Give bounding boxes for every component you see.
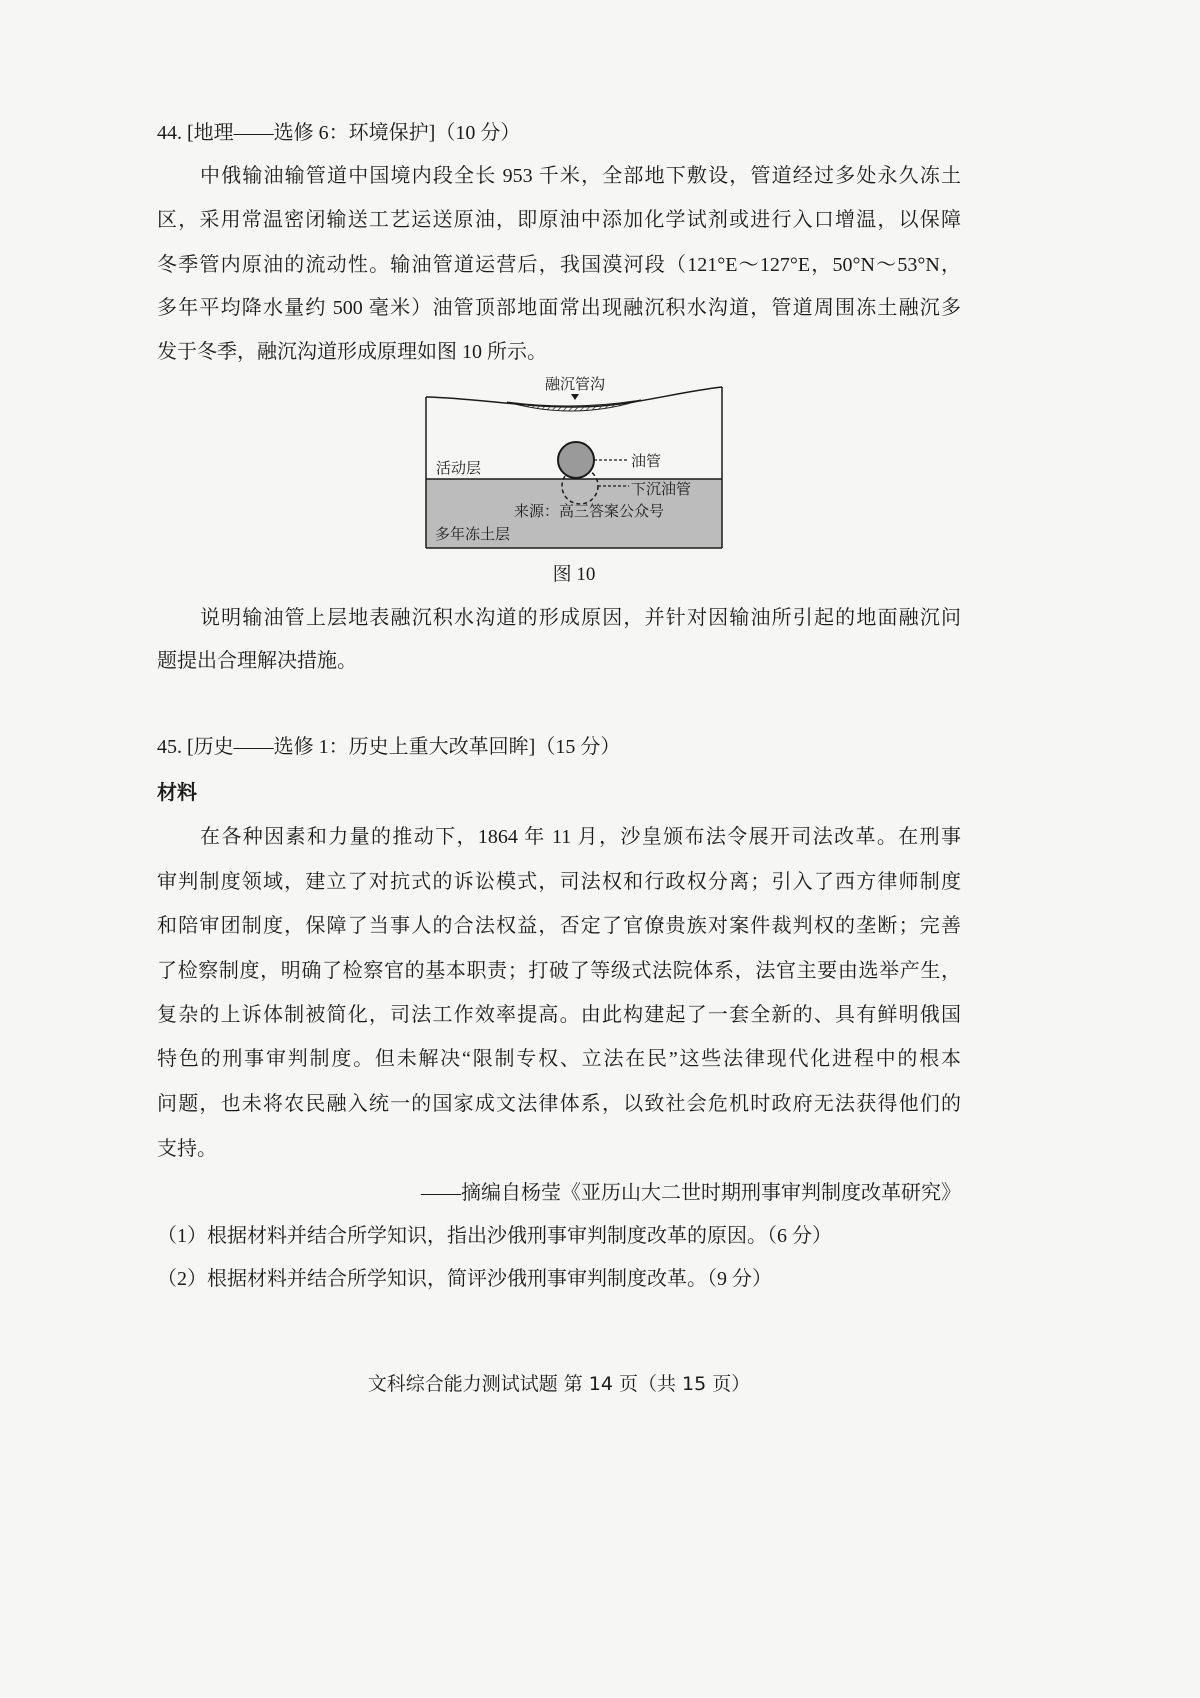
q45-subquestion-2: （2）根据材料并结合所学知识，简评沙俄刑事审判制度改革。（9 分） — [157, 1268, 772, 1290]
q44-question-line: 说明输油管上层地表融沉积水沟道的形成原因，并针对因输油所引起的地面融沉问 — [200, 607, 961, 629]
figure-caption: 图 10 — [552, 564, 596, 585]
q44-paragraph-line: 冬季管内原油的流动性。输油管道运营后，我国漠河段（121°E～127°E，50°N～53°N， — [157, 254, 961, 276]
figure-source-watermark: 来源：高三答案公众号 — [514, 502, 665, 520]
permafrost-thaw-diagram — [425, 373, 723, 549]
sunk-pipe-label: 下沉油管 — [631, 480, 692, 498]
q45-subquestion-1: （1）根据材料并结合所学知识，指出沙俄刑事审判制度改革的原因。（6 分） — [157, 1225, 832, 1247]
material-line: 支持。 — [157, 1138, 217, 1160]
q44-paragraph-line: 中俄输油输管道中国境内段全长 953 千米，全部地下敷设，管道经过多处永久冻土 — [200, 165, 961, 187]
q44-paragraph-line: 区，采用常温密闭输送工艺运送原油，即原油中添加化学试剂或进行入口增温，以保障 — [157, 209, 961, 231]
thaw-trench-hatch — [507, 400, 641, 411]
material-line: 审判制度领域，建立了对抗式的诉讼模式，司法权和行政权分离；引入了西方律师制度 — [157, 871, 961, 893]
trench-arrow-icon — [571, 394, 579, 400]
material-line: 和陪审团制度，保障了当事人的合法权益，否定了官僚贵族对案件裁判权的垄断；完善 — [157, 915, 961, 937]
material-source: ——摘编自杨莹《亚历山大二世时期刑事审判制度改革研究》 — [421, 1182, 961, 1204]
material-line: 在各种因素和力量的推动下，1864 年 11 月，沙皇颁布法令展开司法改革。在刑事 — [200, 826, 961, 848]
q45-heading: 45. [历史——选修 1：历史上重大改革回眸]（15 分） — [157, 736, 621, 758]
material-line: 特色的刑事审判制度。但未解决“限制专权、立法在民”这些法律现代化进程中的根本 — [157, 1048, 961, 1070]
material-label: 材料 — [157, 782, 197, 804]
oil-pipe-circle — [558, 442, 594, 478]
q44-question-line: 题提出合理解决措施。 — [157, 650, 357, 672]
active-layer-label: 活动层 — [436, 459, 482, 477]
material-line: 复杂的上诉体制被简化，司法工作效率提高。由此构建起了一套全新的、具有鲜明俄国 — [157, 1004, 961, 1026]
pipe-label: 油管 — [631, 452, 662, 470]
q44-heading: 44. [地理——选修 6：环境保护]（10 分） — [157, 122, 521, 144]
trench-label: 融沉管沟 — [544, 375, 606, 393]
q44-paragraph-line: 发于冬季，融沉沟道形成原理如图 10 所示。 — [157, 341, 547, 363]
page-footer: 文科综合能力测试试题 第 14 页（共 15 页） — [367, 1373, 751, 1395]
material-line: 问题，也未将农民融入统一的国家成文法律体系，以致社会危机时政府无法获得他们的 — [157, 1093, 961, 1115]
permafrost-label: 多年冻土层 — [435, 525, 511, 543]
q44-paragraph-line: 多年平均降水量约 500 毫米）油管顶部地面常出现融沉积水沟道，管道周围冻土融沉多 — [157, 297, 961, 319]
material-line: 了检察制度，明确了检察官的基本职责；打破了等级式法院体系，法官主要由选举产生， — [157, 960, 961, 982]
